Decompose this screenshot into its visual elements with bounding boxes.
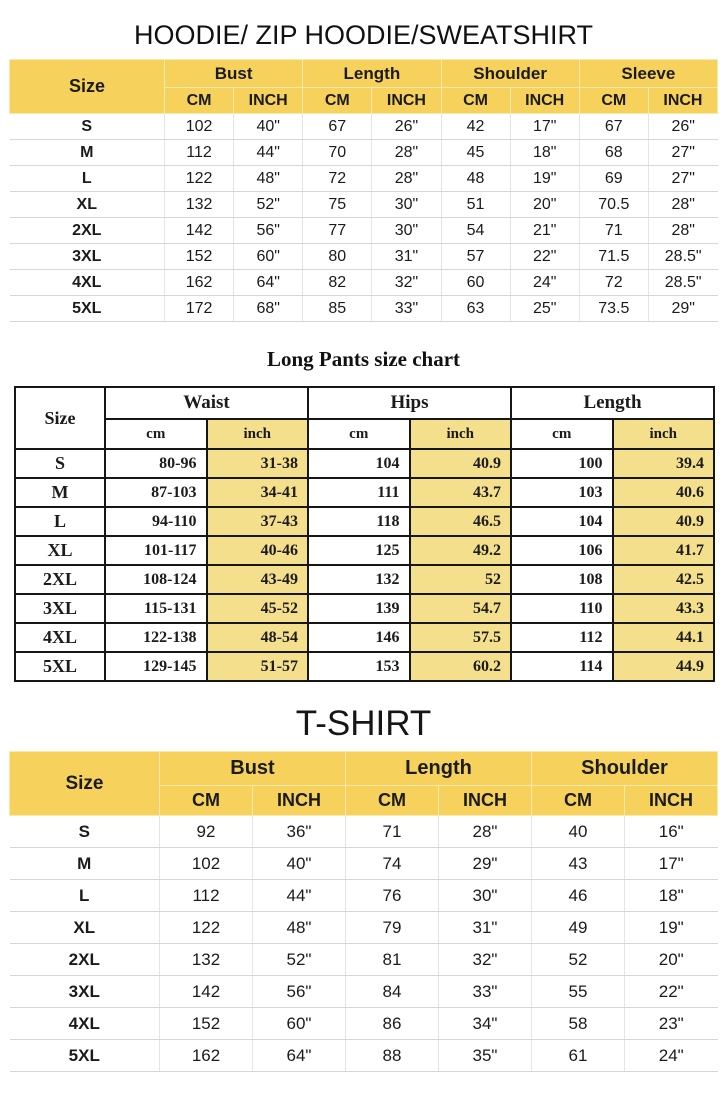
value-cell: 44.9 <box>613 652 715 681</box>
tshirt-unit-header-cm: CM <box>346 786 439 816</box>
size-cell: 4XL <box>15 623 105 652</box>
value-cell: 152 <box>160 1008 253 1040</box>
value-cell: 20" <box>625 944 718 976</box>
value-cell: 29" <box>648 296 717 322</box>
value-cell: 16" <box>625 816 718 848</box>
value-cell: 52" <box>234 192 303 218</box>
value-cell: 71.5 <box>579 244 648 270</box>
hoodie-unit-header-cm: CM <box>579 88 648 114</box>
value-cell: 46 <box>532 880 625 912</box>
value-cell: 115-131 <box>105 594 207 623</box>
value-cell: 114 <box>511 652 613 681</box>
value-cell: 112 <box>160 880 253 912</box>
hoodie-row-3xl <box>10 244 718 270</box>
value-cell: 31" <box>439 912 532 944</box>
value-cell: 26" <box>648 114 717 140</box>
size-cell: 5XL <box>10 296 165 322</box>
hoodie-size-column-header: Size <box>10 60 165 114</box>
hoodie-row-4xl <box>10 270 718 296</box>
value-cell: 44" <box>234 140 303 166</box>
hoodie-unit-header-inch: INCH <box>648 88 717 114</box>
value-cell: 40" <box>234 114 303 140</box>
value-cell: 42.5 <box>613 565 715 594</box>
value-cell: 28.5" <box>648 244 717 270</box>
value-cell: 49 <box>532 912 625 944</box>
pants-title: Long Pants size chart <box>266 347 461 371</box>
value-cell: 104 <box>511 507 613 536</box>
value-cell: 27" <box>648 166 717 192</box>
value-cell: 27" <box>648 140 717 166</box>
size-cell: M <box>15 478 105 507</box>
long-pants-size-table <box>14 386 715 682</box>
hoodie-unit-header-cm: CM <box>165 88 234 114</box>
value-cell: 80 <box>303 244 372 270</box>
value-cell: 106 <box>511 536 613 565</box>
value-cell: 68 <box>579 140 648 166</box>
pants-group-header-length: Length <box>511 387 714 419</box>
value-cell: 76 <box>346 880 439 912</box>
value-cell: 77 <box>303 218 372 244</box>
value-cell: 18" <box>625 880 718 912</box>
value-cell: 79 <box>346 912 439 944</box>
value-cell: 54 <box>441 218 510 244</box>
value-cell: 57.5 <box>410 623 512 652</box>
pants-row-l <box>15 507 714 536</box>
tshirt-title: T-SHIRT <box>295 704 432 743</box>
value-cell: 51 <box>441 192 510 218</box>
pants-unit-header-inch: inch <box>207 419 309 449</box>
pants-row-5xl <box>15 652 714 681</box>
hoodie-group-header-sleeve: Sleeve <box>579 60 717 88</box>
value-cell: 102 <box>160 848 253 880</box>
value-cell: 132 <box>165 192 234 218</box>
value-cell: 41.7 <box>613 536 715 565</box>
value-cell: 19" <box>625 912 718 944</box>
value-cell: 40-46 <box>207 536 309 565</box>
pants-unit-header-inch: inch <box>613 419 715 449</box>
value-cell: 122-138 <box>105 623 207 652</box>
value-cell: 142 <box>160 976 253 1008</box>
tshirt-row-xl <box>10 912 718 944</box>
tshirt-size-table <box>9 751 718 1072</box>
hoodie-group-header-shoulder: Shoulder <box>441 60 579 88</box>
value-cell: 51-57 <box>207 652 309 681</box>
value-cell: 33" <box>372 296 441 322</box>
value-cell: 72 <box>579 270 648 296</box>
size-chart-page <box>0 20 727 1072</box>
size-cell: M <box>10 848 160 880</box>
size-cell: 2XL <box>10 944 160 976</box>
value-cell: 60" <box>234 244 303 270</box>
value-cell: 28" <box>439 816 532 848</box>
value-cell: 33" <box>439 976 532 1008</box>
value-cell: 102 <box>165 114 234 140</box>
value-cell: 84 <box>346 976 439 1008</box>
value-cell: 45-52 <box>207 594 309 623</box>
value-cell: 111 <box>308 478 410 507</box>
pants-row-xl <box>15 536 714 565</box>
value-cell: 70 <box>303 140 372 166</box>
value-cell: 32" <box>372 270 441 296</box>
value-cell: 69 <box>579 166 648 192</box>
value-cell: 52 <box>532 944 625 976</box>
size-cell: XL <box>10 912 160 944</box>
value-cell: 112 <box>165 140 234 166</box>
value-cell: 172 <box>165 296 234 322</box>
value-cell: 21" <box>510 218 579 244</box>
pants-row-2xl <box>15 565 714 594</box>
value-cell: 46.5 <box>410 507 512 536</box>
value-cell: 36" <box>253 816 346 848</box>
value-cell: 55 <box>532 976 625 1008</box>
tshirt-group-header-shoulder: Shoulder <box>532 752 718 786</box>
pants-unit-header-cm: cm <box>308 419 410 449</box>
value-cell: 28" <box>372 140 441 166</box>
value-cell: 37-43 <box>207 507 309 536</box>
value-cell: 17" <box>625 848 718 880</box>
pants-row-4xl <box>15 623 714 652</box>
size-cell: 5XL <box>15 652 105 681</box>
value-cell: 48-54 <box>207 623 309 652</box>
value-cell: 132 <box>160 944 253 976</box>
value-cell: 100 <box>511 449 613 478</box>
value-cell: 60" <box>253 1008 346 1040</box>
size-cell: 5XL <box>10 1040 160 1072</box>
hoodie-unit-header-inch: INCH <box>510 88 579 114</box>
pants-row-s <box>15 449 714 478</box>
value-cell: 57 <box>441 244 510 270</box>
hoodie-group-header-bust: Bust <box>165 60 303 88</box>
size-cell: S <box>10 816 160 848</box>
value-cell: 101-117 <box>105 536 207 565</box>
value-cell: 110 <box>511 594 613 623</box>
value-cell: 45 <box>441 140 510 166</box>
value-cell: 129-145 <box>105 652 207 681</box>
value-cell: 26" <box>372 114 441 140</box>
value-cell: 30" <box>439 880 532 912</box>
value-cell: 28" <box>648 192 717 218</box>
value-cell: 70.5 <box>579 192 648 218</box>
tshirt-group-header-length: Length <box>346 752 532 786</box>
size-cell: 3XL <box>10 244 165 270</box>
value-cell: 152 <box>165 244 234 270</box>
value-cell: 87-103 <box>105 478 207 507</box>
value-cell: 103 <box>511 478 613 507</box>
value-cell: 25" <box>510 296 579 322</box>
pants-group-header-waist: Waist <box>105 387 308 419</box>
value-cell: 108-124 <box>105 565 207 594</box>
pants-group-header-hips: Hips <box>308 387 511 419</box>
tshirt-row-5xl <box>10 1040 718 1072</box>
tshirt-row-l <box>10 880 718 912</box>
tshirt-row-2xl <box>10 944 718 976</box>
value-cell: 162 <box>165 270 234 296</box>
hoodie-group-header-length: Length <box>303 60 441 88</box>
value-cell: 43 <box>532 848 625 880</box>
value-cell: 73.5 <box>579 296 648 322</box>
value-cell: 24" <box>625 1040 718 1072</box>
pants-row-3xl <box>15 594 714 623</box>
size-cell: XL <box>10 192 165 218</box>
value-cell: 48 <box>441 166 510 192</box>
value-cell: 81 <box>346 944 439 976</box>
value-cell: 56" <box>253 976 346 1008</box>
value-cell: 63 <box>441 296 510 322</box>
value-cell: 40 <box>532 816 625 848</box>
value-cell: 48" <box>253 912 346 944</box>
hoodie-row-xl <box>10 192 718 218</box>
tshirt-group-header-bust: Bust <box>160 752 346 786</box>
value-cell: 40.9 <box>410 449 512 478</box>
value-cell: 22" <box>625 976 718 1008</box>
pants-size-column-header: Size <box>15 387 105 449</box>
value-cell: 86 <box>346 1008 439 1040</box>
value-cell: 104 <box>308 449 410 478</box>
value-cell: 162 <box>160 1040 253 1072</box>
value-cell: 32" <box>439 944 532 976</box>
pants-row-m <box>15 478 714 507</box>
value-cell: 52 <box>410 565 512 594</box>
size-cell: 3XL <box>15 594 105 623</box>
value-cell: 71 <box>346 816 439 848</box>
size-cell: 2XL <box>10 218 165 244</box>
value-cell: 67 <box>579 114 648 140</box>
value-cell: 20" <box>510 192 579 218</box>
pants-unit-header-cm: cm <box>511 419 613 449</box>
size-cell: S <box>10 114 165 140</box>
hoodie-title: HOODIE/ ZIP HOODIE/SWEATSHIRT <box>133 20 594 50</box>
value-cell: 40.9 <box>613 507 715 536</box>
value-cell: 68" <box>234 296 303 322</box>
value-cell: 122 <box>165 166 234 192</box>
value-cell: 153 <box>308 652 410 681</box>
value-cell: 30" <box>372 218 441 244</box>
value-cell: 60 <box>441 270 510 296</box>
hoodie-unit-header-inch: INCH <box>372 88 441 114</box>
size-cell: L <box>15 507 105 536</box>
tshirt-unit-header-inch: INCH <box>253 786 346 816</box>
hoodie-row-s <box>10 114 718 140</box>
value-cell: 23" <box>625 1008 718 1040</box>
tshirt-unit-header-cm: CM <box>532 786 625 816</box>
hoodie-size-table <box>9 59 718 322</box>
value-cell: 40.6 <box>613 478 715 507</box>
size-cell: L <box>10 880 160 912</box>
value-cell: 35" <box>439 1040 532 1072</box>
value-cell: 125 <box>308 536 410 565</box>
value-cell: 56" <box>234 218 303 244</box>
tshirt-size-column-header: Size <box>10 752 160 816</box>
value-cell: 75 <box>303 192 372 218</box>
value-cell: 44" <box>253 880 346 912</box>
value-cell: 42 <box>441 114 510 140</box>
tshirt-unit-header-inch: INCH <box>439 786 532 816</box>
value-cell: 28" <box>372 166 441 192</box>
value-cell: 17" <box>510 114 579 140</box>
size-cell: 3XL <box>10 976 160 1008</box>
value-cell: 82 <box>303 270 372 296</box>
value-cell: 39.4 <box>613 449 715 478</box>
value-cell: 52" <box>253 944 346 976</box>
hoodie-row-5xl <box>10 296 718 322</box>
value-cell: 64" <box>253 1040 346 1072</box>
hoodie-row-2xl <box>10 218 718 244</box>
value-cell: 85 <box>303 296 372 322</box>
value-cell: 139 <box>308 594 410 623</box>
value-cell: 29" <box>439 848 532 880</box>
value-cell: 74 <box>346 848 439 880</box>
value-cell: 22" <box>510 244 579 270</box>
size-cell: XL <box>15 536 105 565</box>
value-cell: 142 <box>165 218 234 244</box>
value-cell: 88 <box>346 1040 439 1072</box>
value-cell: 64" <box>234 270 303 296</box>
value-cell: 71 <box>579 218 648 244</box>
tshirt-row-s <box>10 816 718 848</box>
value-cell: 28.5" <box>648 270 717 296</box>
value-cell: 19" <box>510 166 579 192</box>
value-cell: 28" <box>648 218 717 244</box>
value-cell: 67 <box>303 114 372 140</box>
hoodie-row-l <box>10 166 718 192</box>
tshirt-row-3xl <box>10 976 718 1008</box>
value-cell: 24" <box>510 270 579 296</box>
value-cell: 94-110 <box>105 507 207 536</box>
value-cell: 60.2 <box>410 652 512 681</box>
value-cell: 132 <box>308 565 410 594</box>
value-cell: 34-41 <box>207 478 309 507</box>
value-cell: 80-96 <box>105 449 207 478</box>
size-cell: 2XL <box>15 565 105 594</box>
value-cell: 48" <box>234 166 303 192</box>
value-cell: 72 <box>303 166 372 192</box>
value-cell: 146 <box>308 623 410 652</box>
tshirt-unit-header-cm: CM <box>160 786 253 816</box>
value-cell: 92 <box>160 816 253 848</box>
tshirt-row-m <box>10 848 718 880</box>
tshirt-row-4xl <box>10 1008 718 1040</box>
value-cell: 31" <box>372 244 441 270</box>
value-cell: 43-49 <box>207 565 309 594</box>
size-cell: S <box>15 449 105 478</box>
value-cell: 112 <box>511 623 613 652</box>
pants-unit-header-cm: cm <box>105 419 207 449</box>
value-cell: 108 <box>511 565 613 594</box>
value-cell: 43.3 <box>613 594 715 623</box>
size-cell: 4XL <box>10 1008 160 1040</box>
hoodie-unit-header-inch: INCH <box>234 88 303 114</box>
value-cell: 40" <box>253 848 346 880</box>
value-cell: 43.7 <box>410 478 512 507</box>
value-cell: 18" <box>510 140 579 166</box>
size-cell: M <box>10 140 165 166</box>
value-cell: 58 <box>532 1008 625 1040</box>
tshirt-unit-header-inch: INCH <box>625 786 718 816</box>
hoodie-row-m <box>10 140 718 166</box>
value-cell: 118 <box>308 507 410 536</box>
value-cell: 31-38 <box>207 449 309 478</box>
size-cell: 4XL <box>10 270 165 296</box>
value-cell: 44.1 <box>613 623 715 652</box>
value-cell: 30" <box>372 192 441 218</box>
pants-unit-header-inch: inch <box>410 419 512 449</box>
value-cell: 61 <box>532 1040 625 1072</box>
hoodie-unit-header-cm: CM <box>441 88 510 114</box>
hoodie-unit-header-cm: CM <box>303 88 372 114</box>
value-cell: 49.2 <box>410 536 512 565</box>
value-cell: 34" <box>439 1008 532 1040</box>
size-cell: L <box>10 166 165 192</box>
value-cell: 122 <box>160 912 253 944</box>
value-cell: 54.7 <box>410 594 512 623</box>
